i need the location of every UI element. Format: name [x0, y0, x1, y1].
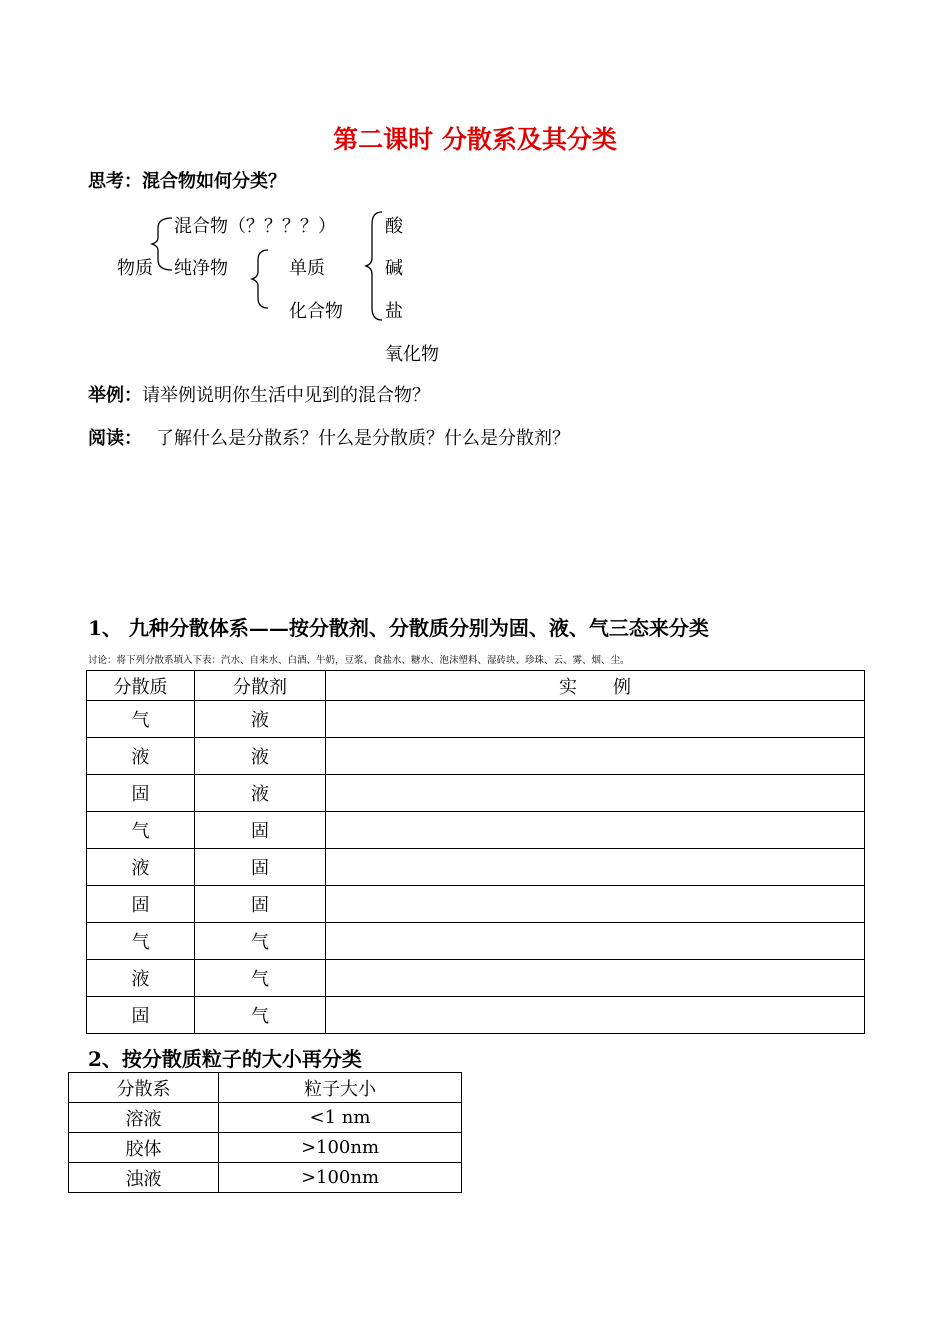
header-dispersion-medium: 分散剂	[195, 671, 326, 701]
table-header-row	[69, 1073, 462, 1103]
example-line	[88, 381, 430, 407]
page-title: 第二课时 分散系及其分类	[333, 125, 617, 154]
dispersed-phase-cell: 固	[87, 775, 195, 812]
medium-cell: 气	[195, 960, 326, 997]
brace-matter	[152, 218, 172, 270]
dispersed-phase-cell: 气	[87, 701, 195, 738]
example-cell[interactable]	[326, 775, 865, 812]
brace-compound	[366, 212, 382, 320]
medium-cell: 气	[195, 997, 326, 1034]
example-cell[interactable]	[326, 886, 865, 923]
think-text: 混合物如何分类？	[142, 171, 286, 192]
example-cell[interactable]	[326, 923, 865, 960]
think-label: 思考：	[88, 171, 142, 192]
tree-compound: 化合物	[289, 301, 343, 322]
tree-acid: 酸	[385, 216, 403, 237]
table-header-row	[87, 671, 865, 701]
size-cell: >100nm	[219, 1163, 462, 1193]
section1-heading: 1、 九种分散体系——按分散剂、分散质分别为固、液、气三态来分类	[88, 616, 709, 640]
medium-cell: 固	[195, 812, 326, 849]
table-row	[87, 923, 865, 960]
tree-base: 碱	[385, 258, 403, 279]
table-row	[87, 849, 865, 886]
medium-cell: 液	[195, 701, 326, 738]
tree-mixture: 混合物（？？？？）	[174, 216, 336, 237]
table-row	[87, 886, 865, 923]
table-row	[87, 960, 865, 997]
example-cell[interactable]	[326, 701, 865, 738]
table-row	[69, 1133, 462, 1163]
dispersed-phase-cell: 液	[87, 960, 195, 997]
reading-label: 阅读：	[88, 428, 142, 449]
header-dispersed-phase: 分散质	[87, 671, 195, 701]
medium-cell: 气	[195, 923, 326, 960]
example-text: 请举例说明你生活中见到的混合物？	[142, 385, 430, 406]
dispersed-phase-cell: 气	[87, 812, 195, 849]
example-cell[interactable]	[326, 738, 865, 775]
size-cell: >100nm	[219, 1133, 462, 1163]
tree-pure: 纯净物	[174, 258, 228, 279]
section2-heading: 2、按分散质粒子的大小再分类	[88, 1047, 362, 1071]
brace-pure	[252, 250, 268, 308]
dispersion-table	[86, 670, 865, 1034]
dispersed-phase-cell: 气	[87, 923, 195, 960]
example-label: 举例：	[88, 385, 142, 406]
table-row	[87, 997, 865, 1034]
particle-size-table	[68, 1072, 462, 1193]
header-particle-size: 粒子大小	[219, 1073, 462, 1103]
system-cell: 浊液	[69, 1163, 219, 1193]
tree-element: 单质	[289, 258, 325, 279]
example-cell[interactable]	[326, 960, 865, 997]
system-cell: 胶体	[69, 1133, 219, 1163]
dispersed-phase-cell: 固	[87, 886, 195, 923]
dispersed-phase-cell: 液	[87, 738, 195, 775]
header-dispersion-system: 分散系	[69, 1073, 219, 1103]
header-examples: 实 例	[326, 671, 865, 701]
example-cell[interactable]	[326, 997, 865, 1034]
medium-cell: 液	[195, 738, 326, 775]
table-row	[87, 775, 865, 812]
reading-line	[88, 424, 570, 450]
section1-note: 讨论：将下列分散系填入下表：汽水、自来水、白酒、牛奶，豆浆、食盐水、糖水、泡沫塑料、湿砖块、珍珠、云、雾、烟、尘。	[88, 655, 630, 666]
table-row	[87, 738, 865, 775]
medium-cell: 固	[195, 849, 326, 886]
reading-text: 了解什么是分散系？什么是分散质？什么是分散剂？	[156, 428, 570, 449]
example-cell[interactable]	[326, 812, 865, 849]
system-cell: 溶液	[69, 1103, 219, 1133]
dispersed-phase-cell: 固	[87, 997, 195, 1034]
tree-oxide: 氧化物	[385, 344, 439, 365]
table-row	[87, 812, 865, 849]
table-row	[87, 701, 865, 738]
tree-root: 物质	[117, 258, 153, 279]
medium-cell: 固	[195, 886, 326, 923]
dispersed-phase-cell: 液	[87, 849, 195, 886]
medium-cell: 液	[195, 775, 326, 812]
table-row	[69, 1163, 462, 1193]
tree-salt: 盐	[385, 301, 403, 322]
example-cell[interactable]	[326, 849, 865, 886]
table-row	[69, 1103, 462, 1133]
size-cell: <1 nm	[219, 1103, 462, 1133]
